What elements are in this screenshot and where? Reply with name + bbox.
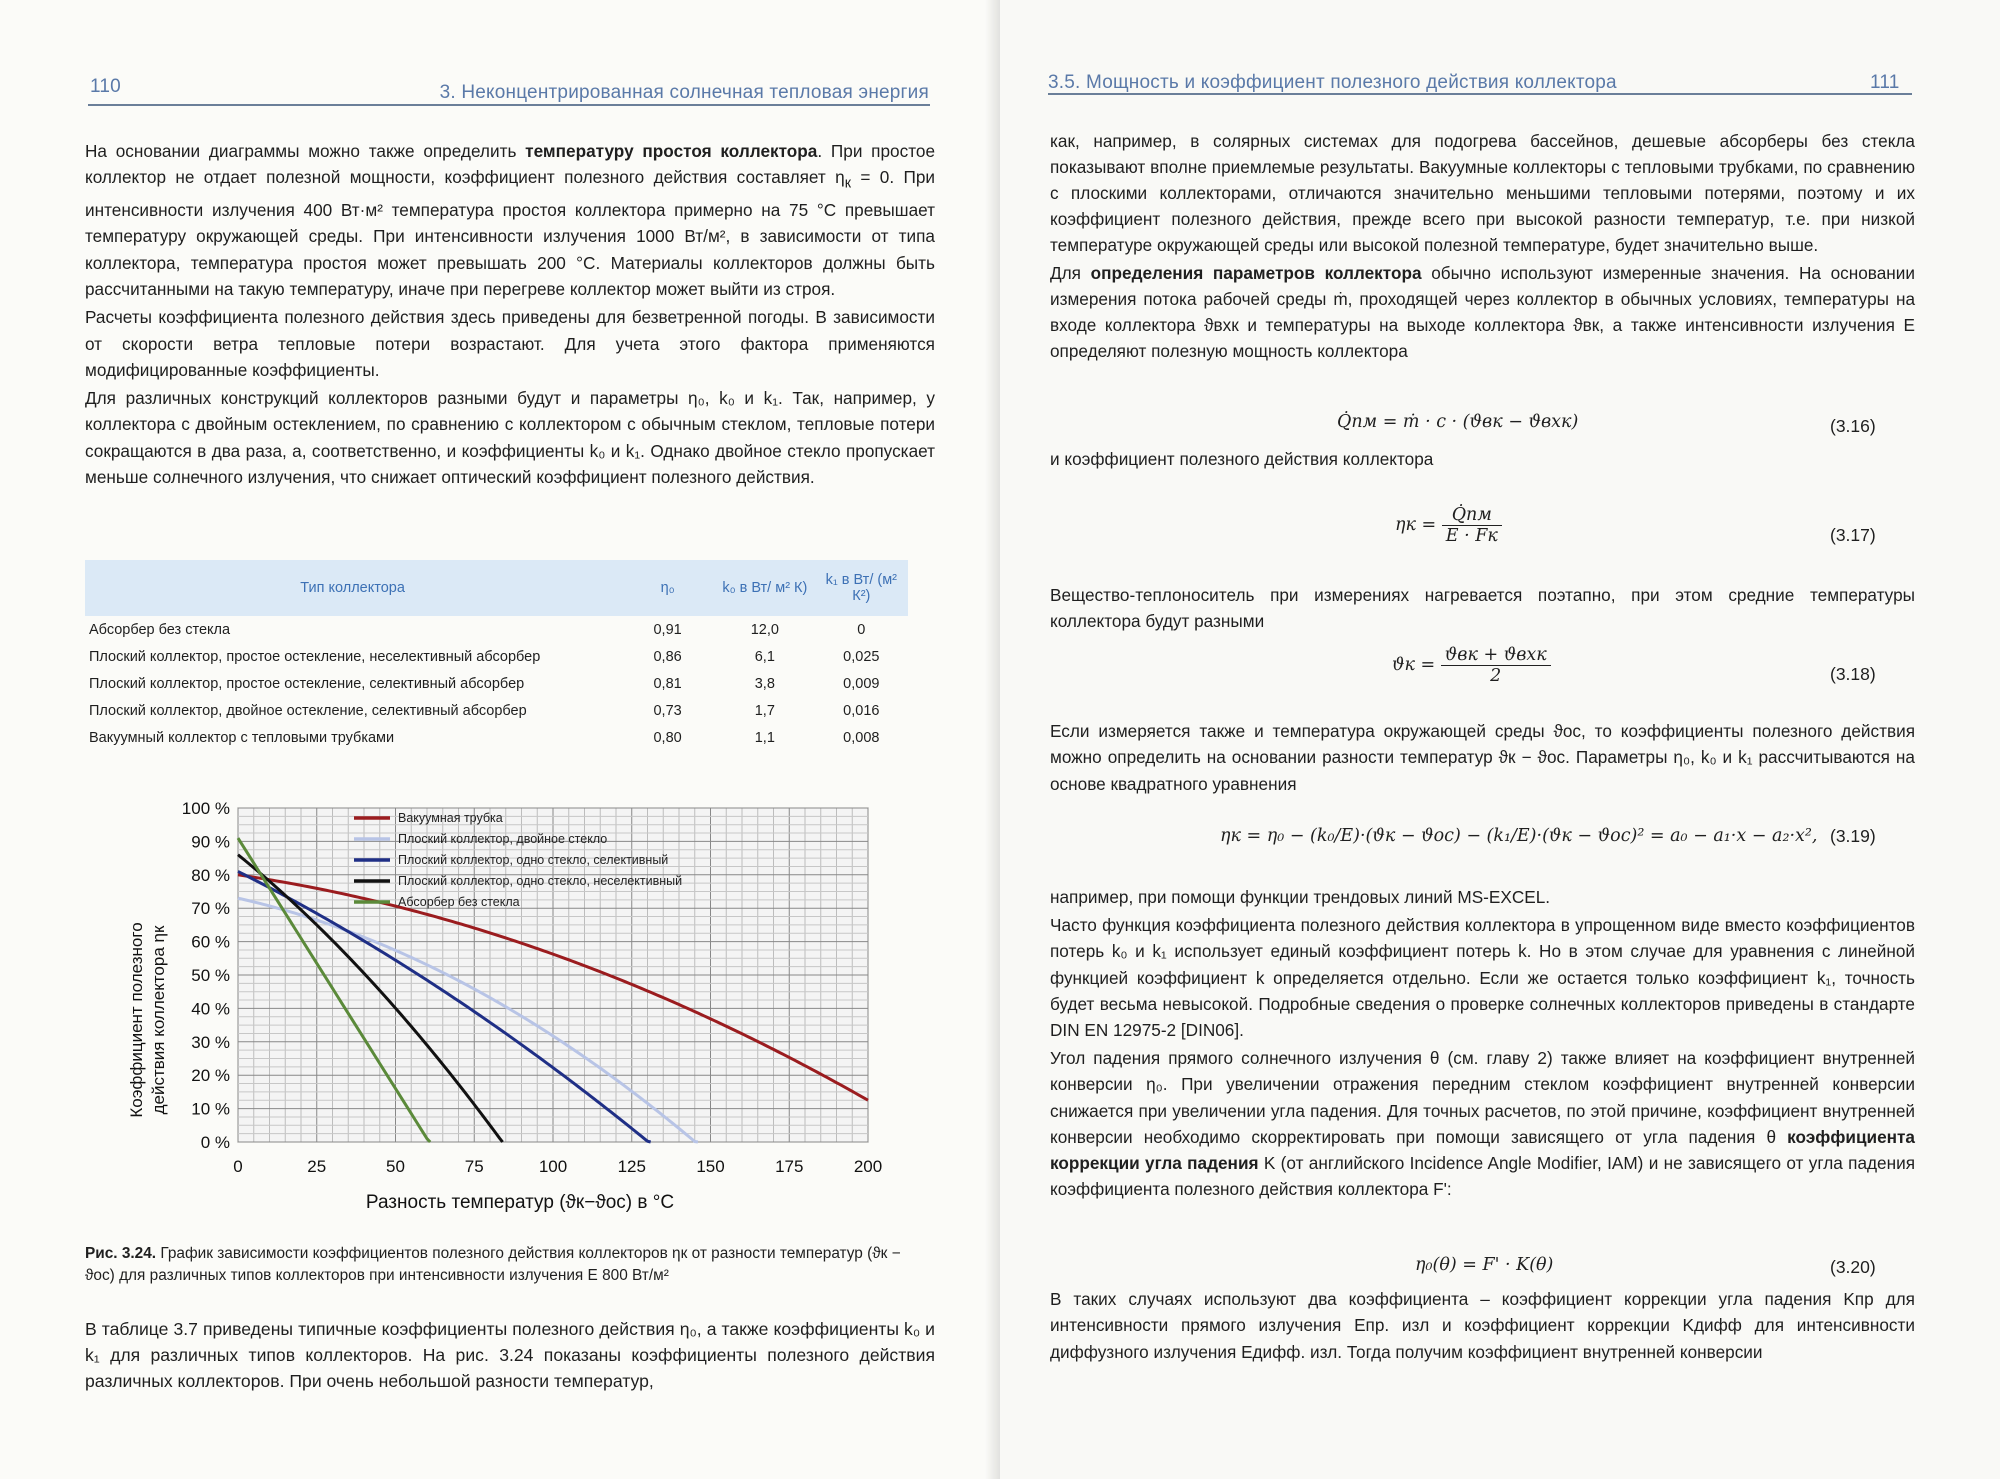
right-para-5: Если измеряется также и температура окружающей среды ϑос, то коэффициенты полезного действия можно определить на основании разности температур ϑк − ϑос. Параметры η₀, k₀ и k₁ рассчитываются на основе квадратного уравнения [1050, 721, 1915, 794]
chart-y-tick-label: 90 % [191, 832, 230, 852]
table-row [85, 697, 908, 724]
chart-x-tick-label: 0 [233, 1157, 243, 1176]
chart-y-tick-label: 10 % [191, 1099, 230, 1119]
table-cell: 0,016 [843, 702, 880, 719]
table-cell: 0,80 [653, 729, 682, 746]
table-header-eta0: η₀ [620, 560, 715, 616]
chart-y-tick-label: 50 % [191, 966, 230, 985]
equation-3-18-numerator: ϑвк + ϑвхк [1441, 645, 1551, 666]
equation-3-19-number: (3.19) [1830, 826, 1876, 846]
table-cell: 1,1 [754, 729, 775, 746]
chart-x-tick-label: 125 [617, 1157, 646, 1176]
left-para-3: Для различных конструкций коллекторов разными будут и параметры η₀, k₀ и k₁. Так, например, у коллектора с двойным остеклением, по сравнению с коллектором с обычным стеклом, тепловые потери сокращаются в два раза, а, соответственно, и коэффициенты k₀ и k₁. Однако двойное стекло пропускает меньше солнечного излучения, что снижает оптический коэффициент полезного действия. [85, 388, 935, 487]
chart-x-tick-label: 150 [696, 1157, 725, 1176]
equation-3-18-lhs: ϑк = [1392, 655, 1436, 675]
figure-caption-text: График зависимости коэффициентов полезного действия коллекторов ηк от разности температур (ϑк − ϑос) для различных типов коллекторов при интенсивности излучения Е 800 Вт/м² [85, 1245, 901, 1284]
chart-y-tick-label: 30 % [191, 1032, 230, 1052]
right-page-number: 111 [1870, 72, 1900, 93]
left-para-4: В таблице 3.7 приведены типичные коэффициенты полезного действия η₀, а также коэффициенты k₀ и k₁ для различных типов коллекторов. На рис. 3.24 показаны коэффициенты полезного действия различных коллекторов. При очень небольшой разности температур, [85, 1319, 935, 1391]
chart-x-tick-label: 75 [464, 1157, 484, 1176]
equation-3-17-lhs: ηк = [1395, 515, 1437, 535]
chart-x-tick-label: 100 [538, 1157, 568, 1176]
chart-x-tick-label: 175 [775, 1157, 804, 1176]
equation-3-18-number: (3.18) [1830, 664, 1876, 684]
right-running-head: 3.5. Мощность и коэффициент полезного действия коллектора [1048, 72, 1617, 93]
table-cell: 0,73 [653, 702, 682, 719]
left-para-1: На основании диаграммы можно также определить температуру простоя коллектора. При простое коллектор не отдает полезной мощности, коэффициент полезного действия составляет $\eta_к = 0$. При интенсивности излучения 400 Вт·м² температура простоя коллектора примерно на 75 °С превышает температуру окружающей среды. При интенсивности излучения 1000 Вт/м², в зависимости от типа коллектора, температура простоя может превышать 200 °С. Материалы коллекторов должны быть рассчитанными на такую температуру, иначе при перегреве коллектор может выйти из строя. [85, 141, 936, 299]
right-body-top [1050, 128, 1915, 366]
left-header-rule [88, 104, 930, 106]
equation-3-17-denominator: E · Fк [1445, 526, 1498, 546]
chart-y-tick-label: 100 % [181, 799, 230, 818]
chart-y-tick-label: 0 % [200, 1133, 230, 1152]
chart-y-axis-label-line2: действия коллектора ηк [149, 925, 168, 1115]
chart-x-tick-label: 25 [307, 1157, 327, 1176]
collector-parameters-table [85, 560, 908, 751]
chart-y-tick-label: 60 % [191, 932, 230, 952]
table-cell: 12,0 [750, 621, 779, 638]
table-cell: 0,86 [653, 648, 682, 665]
table-header-k0: k₀ в Вт/ м² К) [715, 560, 815, 616]
table-cell: 6,1 [754, 648, 775, 665]
equation-3-18-fraction [1441, 645, 1551, 686]
table-cell: Абсорбер без стекла [89, 621, 231, 638]
equation-3-16: Q̇пм = ṁ · c · (ϑвк − ϑвхк) [1337, 412, 1579, 432]
right-para-4: Вещество-теплоноситель при измерениях нагревается поэтапно, при этом средние температуры коллектора будут разными [1050, 585, 1915, 632]
table-row [85, 670, 908, 697]
equation-3-17-fraction [1442, 505, 1502, 546]
figure-caption-label: Рис. 3.24. [85, 1245, 157, 1262]
equation-3-18-denominator: 2 [1490, 666, 1502, 686]
table-header-type: Тип коллектора [85, 560, 620, 616]
chart-y-tick-label: 70 % [191, 899, 230, 919]
table-cell: 1,7 [754, 702, 775, 719]
table-cell: Плоский коллектор, двойное остекление, селективный абсорбер [89, 702, 527, 719]
right-para-1: как, например, в солярных системах для подогрева бассейнов, дешевые абсорберы без стекла показывают вполне приемлемые результаты. Вакуумные коллекторы с тепловыми трубками, по сравнению с плоскими коллекторами, отличаются значительно меньшими тепловыми потерями, поэтому и их коэффициент полезного действия, прежде всего при высокой разности температур, т.е. при низкой температуре окружающей среды или высокой полезной температуре, будет значительно выше. [1050, 131, 1915, 255]
chart-y-tick-label: 80 % [191, 865, 230, 885]
table-cell: 0,81 [653, 675, 682, 692]
right-para-7: Часто функция коэффициента полезного действия коллектора в упрощенном виде вместо коэффициентов потерь k₀ и k₁ использует единый коэффициент потерь k. Но в этом случае для уравнения с линейной функцией коэффициент k определяется отдельно. Если же остается только коэффициент k₁, точность будет весьма невысокой. Подробные сведения о проверке солнечных коллекторов приведены в стандарте DIN EN 12975-2 [DIN06]. [1050, 915, 1915, 1041]
figure-caption [85, 1243, 920, 1287]
table-cell: 0,008 [843, 729, 880, 746]
chart-legend-label: Плоский коллектор, одно стекло, неселективный [398, 874, 683, 888]
left-running-head: 3. Неконцентрированная солнечная тепловая энергия [439, 82, 929, 103]
chart-legend-label: Вакуумная трубка [398, 811, 503, 825]
table-row [85, 616, 908, 643]
equation-3-17 [1395, 505, 1502, 546]
table-cell: 0,025 [843, 648, 880, 665]
right-para-6: например, при помощи функции трендовых линий MS-EXCEL. [1050, 887, 1551, 907]
equation-3-19: ηк = η₀ − (k₀/E)·(ϑк − ϑос) − (k₁/E)·(ϑк − ϑос)² = a₀ − a₁·x − a₂·x², [1220, 826, 1818, 846]
efficiency-chart [122, 790, 902, 1230]
table-cell: 3,8 [754, 675, 775, 692]
table-cell: 0,91 [653, 621, 682, 638]
table-cell: Плоский коллектор, простое остекление, неселективный абсорбер [89, 648, 541, 665]
equation-3-16-number: (3.16) [1830, 416, 1876, 436]
left-body-top [85, 138, 935, 492]
table-row [85, 724, 908, 751]
chart-y-axis-label-line1: Коэффициент полезного [127, 922, 146, 1118]
chart-x-axis-label: Разность температур (ϑк−ϑос) в °С [365, 1192, 675, 1213]
right-para-9: В таких случаях используют два коэффициента – коэффициент коррекции угла падения Kпр для интенсивности прямого излучения Eпр. изл и коэффициент коррекции Kдифф для интенсивности диффузного излучения Eдифф. изл. Тогда получим коэффициент внутренней конверсии [1050, 1289, 1915, 1362]
left-page-number: 110 [90, 76, 121, 97]
table-header-row [85, 560, 908, 616]
right-para-3: и коэффициент полезного действия коллектора [1050, 449, 1434, 469]
equation-3-18 [1392, 645, 1551, 686]
right-para-8: Угол падения прямого солнечного излучения θ (см. главу 2) также влияет на коэффициент внутренней конверсии η₀. При увеличении отражения передним стеклом коэффициент внутренней конверсии снижается при увеличении угла падения. Для точных расчетов, по этой причине, коэффициент внутренней конверсии необходимо скорректировать при помощи зависящего от угла падения θ коэффициента коррекции угла падения K (от английского Incidence Angle Modifier, IAM) и не зависящего от угла падения коэффициента полезного действия коллектора F': [1050, 1048, 1915, 1200]
right-body-bottom [1050, 884, 1915, 1204]
right-header-rule [1048, 93, 1912, 95]
table-cell: 0,009 [843, 675, 880, 692]
chart-x-tick-label: 200 [853, 1157, 883, 1176]
right-page [1000, 0, 2000, 1479]
equation-3-17-numerator: Q̇пм [1442, 505, 1502, 526]
table-cell: Плоский коллектор, простое остекление, селективный абсорбер [89, 675, 525, 692]
chart-x-tick-label: 50 [386, 1157, 405, 1176]
chart-legend-label: Абсорбер без стекла [398, 895, 520, 909]
table-cell: 0 [857, 621, 866, 638]
right-para-2: Для определения параметров коллектора обычно используют измеренные значения. На основании измерения потока рабочей среды ṁ, проходящей через коллектор в обычных условиях, температуры на входе коллектора ϑвхк и температуры на выходе коллектора ϑвк, а также интенсивности излучения E определяют полезную мощность коллектора [1050, 263, 1915, 361]
table-header-k1: k₁ в Вт/ (м² К²) [815, 560, 908, 616]
chart-y-tick-label: 20 % [191, 1066, 230, 1086]
chart-legend-label: Плоский коллектор, двойное стекло [398, 832, 608, 846]
left-para-2: Расчеты коэффициента полезного действия здесь приведены для безветренной погоды. В зависимости от скорости ветра тепловые потери возрастают. Для учета этого фактора применяются модифицированные коэффициенты. [85, 307, 935, 380]
equation-3-20: η₀(θ) = F' · K(θ) [1415, 1255, 1554, 1275]
equation-3-20-number: (3.20) [1830, 1257, 1876, 1277]
chart-legend-label: Плоский коллектор, одно стекло, селективный [398, 853, 669, 867]
equation-3-17-number: (3.17) [1830, 525, 1876, 545]
table-cell: Вакуумный коллектор с тепловыми трубками [89, 729, 395, 746]
chart-y-tick-label: 40 % [191, 999, 230, 1019]
table-row [85, 643, 908, 670]
